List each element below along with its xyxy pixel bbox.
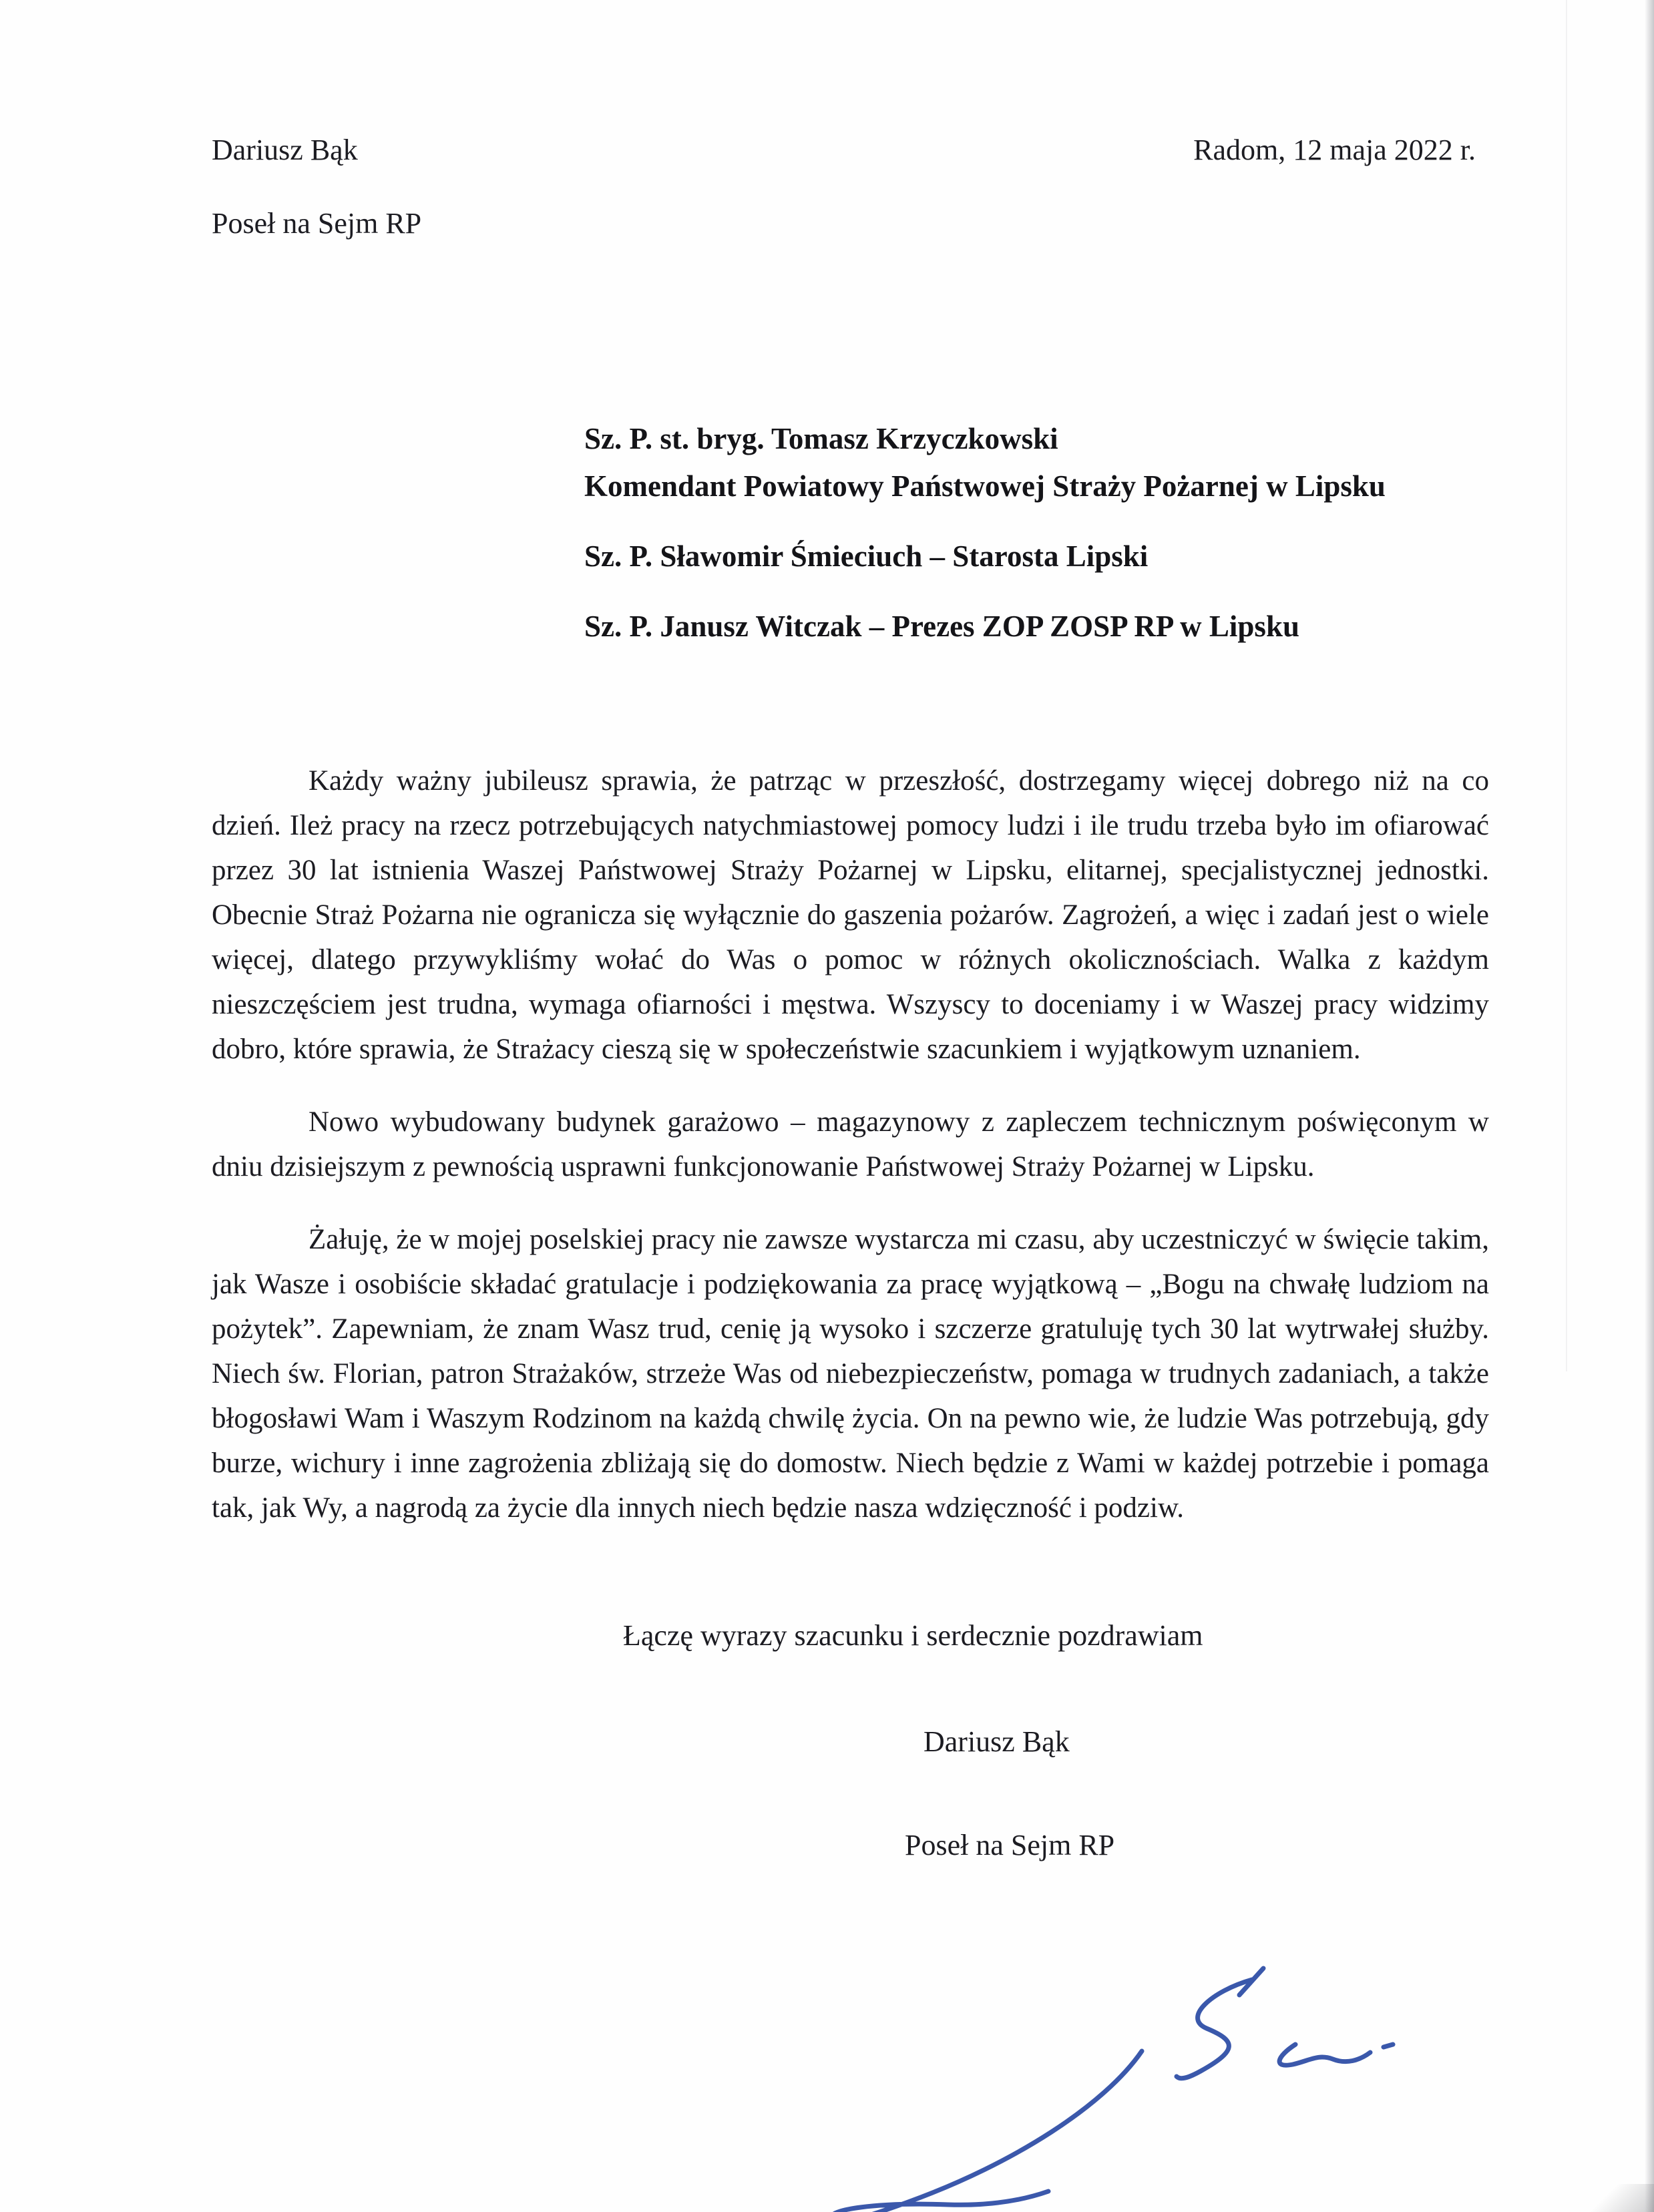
closing-line: Łączę wyrazy szacunku i serdecznie pozdrawiam [623,1619,1203,1652]
recipient-block [584,415,1489,650]
letter-body [212,758,1489,1530]
paragraph: Nowo wybudowany budynek garażowo – magazynowy z zapleczem technicznym poświęconym w dniu dzisiejszym z pewnością usprawni funkcjonowanie Państwowej Straży Pożarnej w Lipsku. [212,1106,1489,1183]
recipient-line: Sz. P. st. bryg. Tomasz Krzyczkowski [584,422,1058,456]
letter-header [212,130,1489,170]
scan-artifact-line [1566,0,1567,1371]
dateline: Radom, 12 maja 2022 r. [1193,134,1476,166]
paragraph: Żałuję, że w mojej poselskiej pracy nie zawsze wystarcza mi czasu, aby uczestniczyć w święcie takim, jak Wasze i osobiście składać gratulacje i podziękowania za pracę wyjątkową – „Bogu na chwałę ludziom na pożytek”. Zapewniam, że znam Wasz trud, cenię ją wysoko i szczerze gratuluję tych 30 lat wytrwałej służby. Niech św. Florian, patron Strażaków, strzeże Was od niebezpieczeństw, pomaga w trudnych zadaniach, a także błogosławi Wam i Waszym Rodzinom na każdą chwilę życia. On na pewno wie, że ludzie Was potrzebują, gdy burze, wichury i inne zagrożenia zbliżają się do domostw. Niech będzie z Wami w każdej potrzebie i pomaga tak, jak Wy, a nagrodą za życie dla innych niech będzie nasza wdzięczność i podziw. [212,1224,1489,1524]
paragraph: Każdy ważny jubileusz sprawia, że patrząc w przeszłość, dostrzegamy więcej dobrego niż na co dzień. Ileż pracy na rzecz potrzebujących natychmiastowej pomocy ludzi i ile trudu trzeba było im ofiarować przez 30 lat istnienia Waszej Państwowej Straży Pożarnej w Lipsku, elitarnej, specjalistycznej jednostki. Obecnie Straż Pożarna nie ogranicza się wyłącznie do gaszenia pożarów. Zagrożeń, a więc i zadań jest o wiele więcej, dlatego przywykliśmy wołać do Was o pomoc w różnych okolicznościach. Walka z każdym nieszczęściem jest trudna, wymaga ofiarności i męstwa. Wszyscy to doceniamy i w Waszej pracy widzimy dobro, które sprawia, że Strażacy cieszą się w społeczeństwie szacunkiem i wyjątkowym uznaniem. [212,765,1489,1066]
scan-corner-shadow [1574,2184,1654,2212]
recipient-line: Sz. P. Janusz Witczak – Prezes ZOP ZOSP RP w Lipsku [584,610,1299,644]
signature-block [212,1725,1489,1862]
sender-title: Poseł na Sejm RP [212,207,422,240]
signature-title: Poseł na Sejm RP [905,1829,1115,1862]
recipient-line: Sz. P. Sławomir Śmieciuch – Starosta Lipski [584,539,1149,574]
signature-name: Dariusz Bąk [923,1725,1070,1759]
sender-name: Dariusz Bąk [212,134,358,166]
recipient-line: Komendant Powiatowy Państwowej Straży Pożarnej w Lipsku [584,469,1386,503]
scan-edge-shadow [1645,0,1654,2212]
